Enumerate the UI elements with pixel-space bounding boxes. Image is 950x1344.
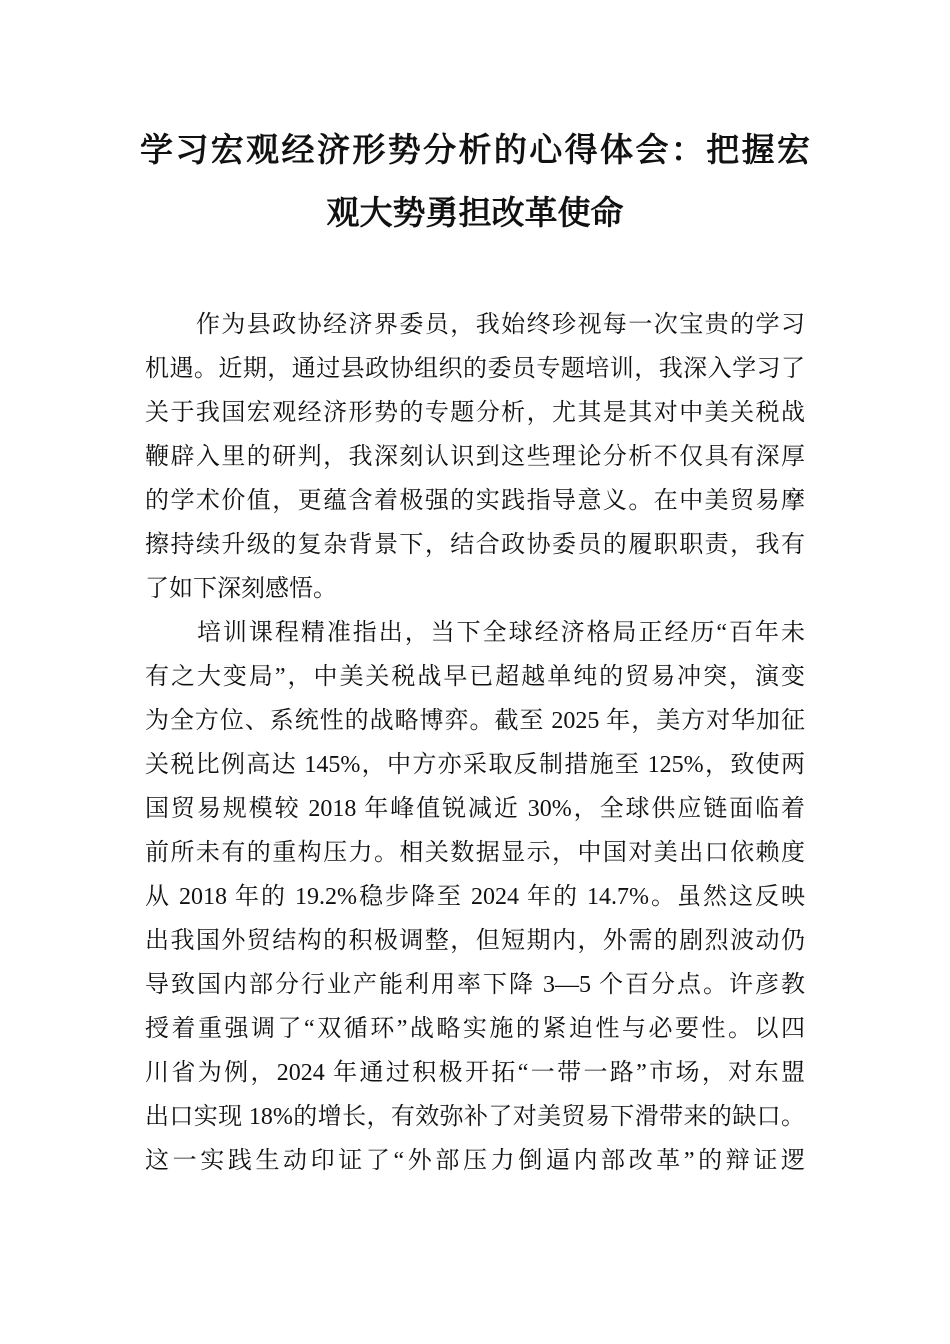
text-line: 前所未有的重构压力。相关数据显示，中国对美出口依赖度 <box>145 840 805 866</box>
document-title <box>140 120 810 246</box>
text-line: 鞭辟入里的研判，我深刻认识到这些理论分析不仅具有深厚 <box>145 444 805 470</box>
text-line: 作为县政协经济界委员，我始终珍视每一次宝贵的学习 <box>145 312 805 338</box>
paragraph <box>145 611 805 1183</box>
text-line: 授着重强调了“双循环”战略实施的紧迫性与必要性。以四 <box>145 1016 805 1042</box>
text-line: 机遇。近期，通过县政协组织的委员专题培训，我深入学习了 <box>145 356 805 382</box>
text-line: 了如下深刻感悟。 <box>145 576 337 602</box>
text-line: 有之大变局”，中美关税战早已超越单纯的贸易冲突，演变 <box>145 664 805 690</box>
text-line: 擦持续升级的复杂背景下，结合政协委员的履职职责，我有 <box>145 532 805 558</box>
text-line: 国贸易规模较 2018 年峰值锐减近 30%，全球供应链面临着 <box>145 796 805 822</box>
text-line: 导致国内部分行业产能利用率下降 3—5 个百分点。许彦教 <box>145 972 805 998</box>
text-line: 关税比例高达 145%，中方亦采取反制措施至 125%，致使两 <box>145 752 805 778</box>
paragraph <box>145 303 805 611</box>
title-line: 观大势勇担改革使命 <box>326 196 624 232</box>
text-line: 为全方位、系统性的战略博弈。截至 2025 年，美方对华加征 <box>145 708 805 734</box>
text-line: 关于我国宏观经济形势的专题分析，尤其是其对中美关税战 <box>145 400 805 426</box>
text-line: 出口实现 18%的增长，有效弥补了对美贸易下滑带来的缺口。 <box>145 1104 805 1130</box>
document-body <box>145 303 805 1183</box>
text-line: 从 2018 年的 19.2%稳步降至 2024 年的 14.7%。虽然这反映 <box>145 884 805 910</box>
title-line: 学习宏观经济形势分析的心得体会：把握宏 <box>140 133 810 169</box>
text-line: 这一实践生动印证了“外部压力倒逼内部改革”的辩证逻 <box>145 1148 805 1174</box>
text-line: 的学术价值，更蕴含着极强的实践指导意义。在中美贸易摩 <box>145 488 805 514</box>
text-line: 川省为例，2024 年通过积极开拓“一带一路”市场，对东盟 <box>145 1060 805 1086</box>
text-line: 出我国外贸结构的积极调整，但短期内，外需的剧烈波动仍 <box>145 928 805 954</box>
text-line: 培训课程精准指出，当下全球经济格局正经历“百年未 <box>145 620 805 646</box>
